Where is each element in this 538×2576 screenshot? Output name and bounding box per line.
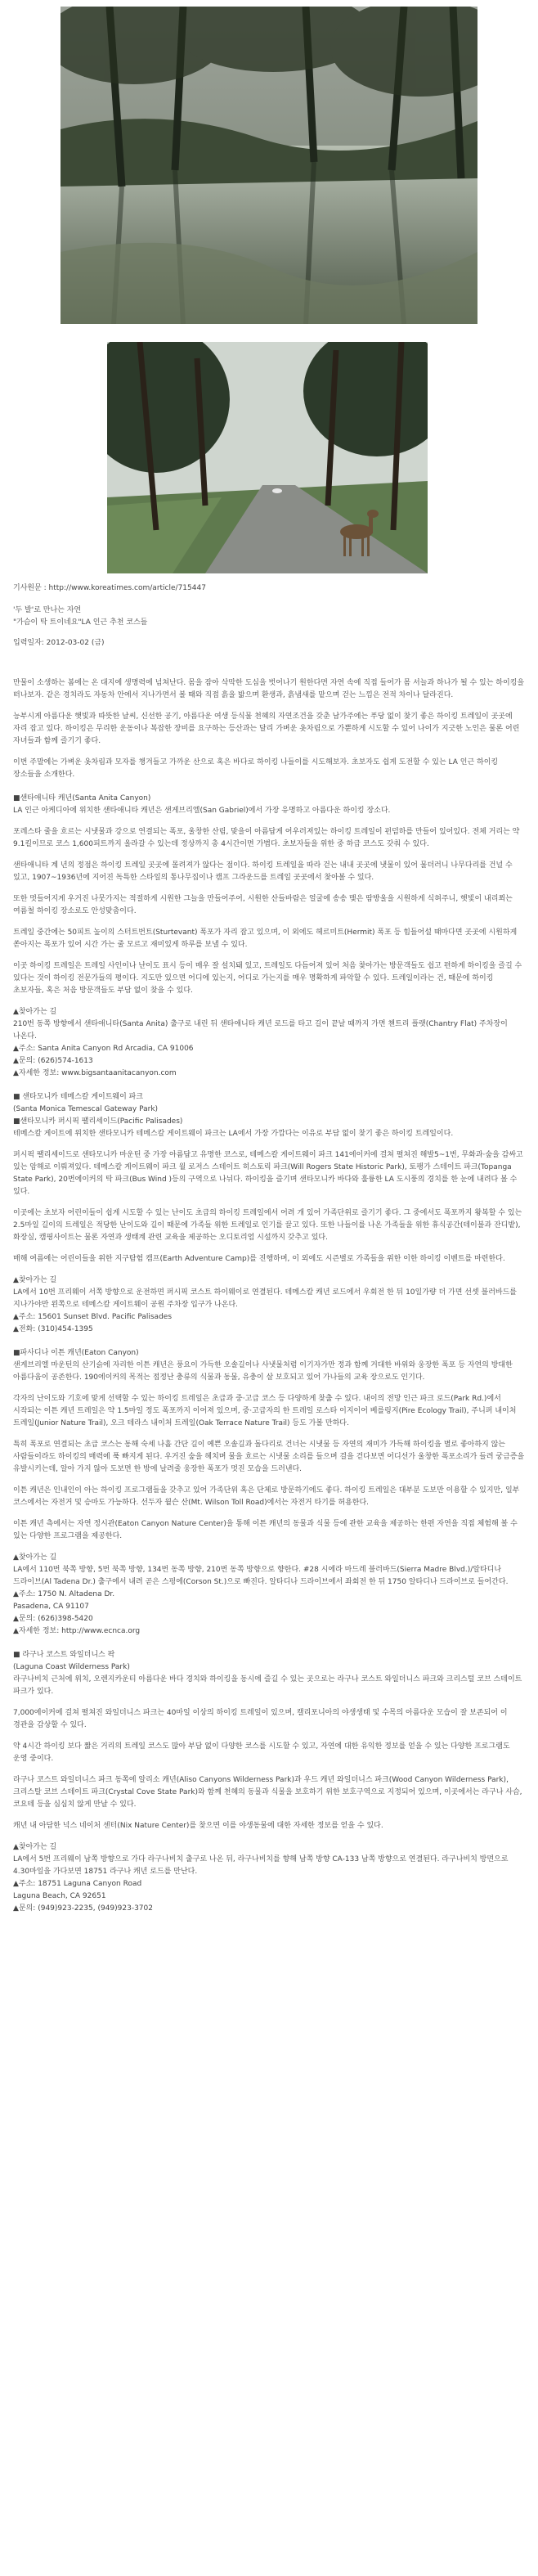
article-source: 기사원문 : http://www.koreatimes.com/article/715447 <box>13 584 206 592</box>
intro-paragraph: 이번 주말에는 가벼운 옷차림과 모자를 챙겨들고 가까운 산으로 혹은 바다로 하이킹 나들이를 시도해보자. 초보자도 쉽게 도전할 수 있는 LA 인근 하이킹 장소들을 소개한다. <box>13 758 499 779</box>
section-laguna-coast <box>13 1649 525 1915</box>
directions-text: LA에서 10번 프리웨이 서쪽 방향으로 운전하면 퍼시픽 코스트 하이웨이로 연결된다. 테메스칼 캐년 로드에서 우회전 한 뒤 10일가량 더 가면 선셋 블러바드를 지나가야만 왼쪽으로 테메스칼 게이트웨이 공원 주차장 입구가 나온다. <box>13 1288 518 1309</box>
section-paragraph: 이튼 캐년 측에서는 자연 정시관(Eaton Canyon Nature Center)을 통해 이튼 캐년의 동물과 식물 등에 관한 교육을 제공하는 한편 자연을 직접 체험해 볼 수 있는 다양한 프로그램을 제공한다. <box>13 1520 518 1540</box>
article-body <box>13 582 525 1926</box>
directions-label: ▲찾아가는 길 <box>13 1553 57 1562</box>
phone-line: ▲문의: (949)923-2235, (949)923-3702 <box>13 1904 153 1913</box>
section-title: ■파사디나 이튼 캐년(Eaton Canyon) <box>13 1349 139 1357</box>
deer-photo <box>107 342 428 573</box>
section-paragraph: 테메스칼 게이트에 위치한 샌타모니카 테메스칼 게이트웨이 파크는 LA에서 가장 가깝다는 이유로 부담 없이 찾기 좋은 하이킹 트레일이다. <box>13 1130 454 1138</box>
section-paragraph: 샌게브리엘 마운틴의 산기슭에 자리한 이튼 캐년은 풍요이 가득한 오솔길이나 사냇물처럼 이기자가만 정과 함께 거대한 바위와 웅장한 폭포 등 자연의 방대한 아름다움이 공존한다. 190에이커의 목적는 접정난 충류의 식물과 동물, 유충이 살 보호되고 있어 가나들의 교육 장으로도 인기다. <box>13 1361 513 1382</box>
website-line: ▲자세한 정보: www.bigsantaanitacanyon.com <box>13 1069 177 1077</box>
directions-label: ▲찾아가는 길 <box>13 1008 57 1016</box>
section-paragraph: 라구나 코스트 와일더니스 파크 동쪽에 알리소 캐년(Aliso Canyons Wilderness Park)과 우드 캐년 와일더니스 파크(Wood Canyon Wilderness Park), 크리스탈 코브 스테이트 파크(Crystal Cove State Park)와 함께 천혜의 동물과 식물을 보호하기 위한 보호구역으로 지정되어 있으며, 이곳에서는 라구나 사슴, 코요테 등을 심심치 않게 만날 수 있다. <box>13 1776 522 1809</box>
section-paragraph: 또한 멋들어지게 우거진 나뭇가지는 적절하게 시원한 그늘을 만들어주어, 시원한 산들바람은 얼굴에 송송 맺은 땀방울을 시원하게 식혀주니, 햇빛이 내리쬐는 여름철 하이킹 장소로도 안성맞춤이다. <box>13 895 513 915</box>
section-title: ■ 샌타모니카 테메스칼 게이트웨이 파크 (Santa Monica Temescal Gateway Park) ■샌타모니카 퍼시픽 팰리세이드(Pacific Palisades) <box>13 1093 183 1126</box>
directions-text: 210번 동쪽 방향에서 샌타애니타(Santa Anita) 출구로 내린 뒤 샌타애니타 캐년 로드를 타고 길이 끝날 때까지 가면 챈트리 플랫(Chantry Flat) 주차장이 나온다. <box>13 1020 508 1041</box>
section-paragraph: 각자의 난이도와 기호에 맞게 선택할 수 있는 하이킹 트레일은 초급과 중·고급 코스 등 다양하게 찾출 수 있다. 내이의 전망 인근 파크 로드(Park Rd.)에서 시작되는 이튼 캐년 트레일은 약 1.5마일 정도 폭포까지 이어져 있으며, 중·고급자의 한 트레일 로스타 이지이어 베를링지(Pire Ecology Trail), 주니퍼 내이처 트레일(Junior Nature Trail), 오크 테라스 내이처 트레일(Oak Terrace Nature Trail) 등도 가볼 만하다. <box>13 1395 517 1427</box>
address-line: ▲주소: 15601 Sunset Blvd. Pacific Palisades <box>13 1313 173 1321</box>
section-info <box>13 1006 525 1080</box>
section-paragraph: 트레일 중간에는 50피트 높이의 스터트번트(Sturtevant) 폭포가 자리 잡고 있으며, 이 외에도 헤르미트(Hermit) 폭포 등 힘들어설 때마다면 곳곳에 시원하게 쏟아지는 폭포가 있어 시간 가는 줄 모르고 재미있게 하루를 보낼 수 있다. <box>13 928 518 949</box>
section-paragraph: 매해 여름에는 어린이들을 위한 지구탐험 캠프(Earth Adventure Camp)를 진행하며, 이 외에도 시즌별로 가족들을 위한 이한 하이킹 이벤트를 마련한다. <box>13 1255 505 1263</box>
address-line: ▲주소: Santa Anita Canyon Rd Arcadia, CA 91006 <box>13 1045 194 1053</box>
phone-line: ▲문의: (626)574-1613 <box>13 1057 93 1065</box>
phone-line: ▲전화: (310)454-1395 <box>13 1325 93 1333</box>
intro-paragraph: 능부시게 아름다운 햇빛과 따뜻한 날씨, 신선한 공기, 아름다운 여생 등식물 천혜의 자연조건을 갖춘 남가주에는 푸당 없이 찾기 좋은 하이킹 트레일이 곳곳에 자리 잡고 있다. 하이킹은 무리한 운동이나 복잡한 장비를 요구하는 등산과는 달리 가벼운 옷차림으로 가뿐하게 시도할 수 있어 나이가 지긋한 노인은 물론 어린 자녀들과 함께 즐기기 좋다. <box>13 713 520 745</box>
section-info <box>13 1552 525 1638</box>
section-paragraph: 7,000에이커에 걸쳐 펼쳐진 와일더니스 파크는 40마일 이상의 하이킹 트레일이 있으며, 캘리포니아의 야생생태 및 수목의 아름다운 모습이 잘 보존되어 이 경관을 감상할 수 있다. <box>13 1709 508 1729</box>
section-santa-anita <box>13 793 525 1080</box>
section-eaton-canyon <box>13 1347 525 1638</box>
website-line: ▲자세한 정보: http://www.ecnca.org <box>13 1627 141 1635</box>
article-date: 입력일자: 2012-03-02 (금) <box>13 639 105 647</box>
address-line: ▲주소: 1750 N. Altadena Dr. Pasadena, CA 91107 <box>13 1590 115 1611</box>
section-info <box>13 1275 525 1336</box>
article-headline: '두 발'로 만나는 자연 "가슴이 탁 트이네요"LA 인근 추천 코스들 <box>13 606 148 627</box>
stream-photo <box>61 7 477 324</box>
phone-line: ▲문의: (626)398-5420 <box>13 1615 93 1623</box>
section-paragraph: 이튼 캐년은 인내인이 아는 하이킹 프로그램들을 갖추고 있어 가족단위 혹은 단체로 방문하기에도 좋다. 하이킹 트레일은 대부분 도보만 이용할 수 있지만, 일부 코스에서는 자전거 및 승마도 가능하다. 선두자 윌슨 산(Mt. Wilson Toll Road)에서는 자전거 타기를 허용한다. <box>13 1486 520 1507</box>
section-paragraph: 특히 폭포로 연결되는 초급 코스는 동해 숙세 나흘 간단 길이 예쁜 오솔길과 돌다리로 건너는 시냇물 등 자연의 재미가 가득해 하이킹을 별로 좋아하지 않는 사람들이라도 하이킹의 매력에 푹 빠지게 된다. 우거진 숲을 헤치며 물을 흐르는 시냇물 소리를 들으며 걸을 걷다보면 어디선가 울창한 폭포소리가 들려 궁금증을 유발시키는데, 알아 가지 않아 도보면 한 방에 날려줄 웅장한 폭포가 멋진 모습을 드러낸다. <box>13 1441 525 1473</box>
directions-text: LA에서 110번 북쪽 방향, 5번 북쪽 방향, 134번 동쪽 방향, 210번 동쪽 방향으로 향한다. #28 시에라 마드레 블러바드(Sierra Madre Blvd.)/알타디나 드라이브(Al Tadena Dr.) 출구에서 내려 곧은 스펑에(Corson St.)으로 빠진다. 알타디나 드라이브에서 좌회전 한 뒤 1750 알타디나 드라이브로 들어간다. <box>13 1566 509 1586</box>
intro-paragraph: 만물이 소생하는 봄에는 온 대지에 생명력에 넘쳐난다. 몸을 잠아 삭막한 도심을 벗어나기 원한다면 자연 속에 직접 들어가 몸 서늘과 하나가 될 수 있는 하이킹을 떠나보자. 같은 경치라도 자동차 안에서 지나가면서 볼 때와 직접 흙을 밟으며 환생과, 흙냄새를 맡으며 걷는 느낌은 전적 차이나 달라진다. <box>13 679 525 699</box>
article-meta <box>13 582 525 595</box>
section-paragraph: LA 인근 아케디아에 위치한 샌타애니타 캐년은 샌게브리엘(San Gabriel)에서 가장 유명하고 아름다운 하이킹 장소다. <box>13 807 391 815</box>
section-paragraph: 캐년 내 아담한 넉스 네이처 센터(Nix Nature Center)를 찾으면 이를 야생동물에 대한 자세한 정보를 얻을 수 있다. <box>13 1822 383 1830</box>
section-info <box>13 1841 525 1915</box>
section-paragraph: 라구나비치 근처에 위치, 오렌지카운티 아름다운 바다 경치와 하이킹을 동시에 즐길 수 있는 곳으로는 라구나 코스트 와일더니스 파크와 크리스털 코브 스테이트 파크가 있다. <box>13 1675 522 1696</box>
section-paragraph: 포레스타 줄을 흐르는 시냇물과 강으로 연결되는 폭포, 울창한 산림, 맞을이 아름답게 어우러져있는 하이킹 트레일이 펀덤하를 만들어 있어있다. 전체 거리는 약 9.1킬이므로 코스 1,600피트까지 올라갈 수 있는데 정상까지 총 4시간이면 가볍다. 초보자들을 위한 중 하급 코스도 갖춰 수 있다. <box>13 828 520 848</box>
stream-photo-image <box>61 7 477 324</box>
directions-label: ▲찾아가는 길 <box>13 1843 57 1851</box>
deer-photo-image <box>107 342 428 573</box>
section-paragraph: 퍼시픽 팰리세이드로 샌타모니카 마운틴 중 가장 아름답고 유명한 코스로, 테메스칼 게이트웨이 파크 141에이커에 걸쳐 펼쳐진 해발5~1번, 무화과·숲을 감싸고 있는 암해로 이뤄져있다. 테메스칼 게이트웨이 파크 윌 로저스 스테이트 히스토릭 파크(Will Rogers State Historic Park), 토팽가 스테이트 파크(Topanga State Park), 20번에이커의 탁 파크(Bus Wind )등의 구역으로 나뉘다. 하이킹을 즐기며 샌타모니카 바다와 훌륭한 LA 도시풍의 경치를 한 눈에 내려다 볼 수 있다. <box>13 1151 523 1196</box>
section-paragraph: 샌타애니타 계 년의 정점은 하이킹 트레일 곳곳에 몰려져가 않다는 점이다. 하이킹 트레일을 따라 걷는 내내 곳곳에 냇물이 있어 물더러니 나무다리를 건널 수 있고, 1907~1936년에 지어진 독특한 스타일의 통나무집이나 캠프 그라운드를 트레일 곳곳에서 찾아볼 수 있다. <box>13 861 513 882</box>
directions-label: ▲찾아가는 길 <box>13 1276 57 1284</box>
section-paragraph: 약 4시간 하이킹 보다 짧은 거리의 트레일 코스도 많아 부담 없이 다양한 코스를 시도할 수 있고, 자연에 대한 유익한 정보를 얻을 수 있는 다양한 프로그램도 운영 중이다. <box>13 1742 510 1763</box>
section-temescal <box>13 1091 525 1336</box>
address-line: ▲주소: 18751 Laguna Canyon Road Laguna Beach, CA 92651 <box>13 1880 142 1900</box>
section-title: ■샌타애니타 캐년(Santa Anita Canyon) <box>13 794 151 802</box>
section-paragraph: 이곳 하이킹 트레일은 트레일 사인이나 난이도 표시 등이 매우 잘 설치돼 있고, 트레일도 다듬어져 있어 처음 찾아가는 방문객들도 쉽고 편하게 하이킹을 즐길 수 있다는 것이 하이킹 전문가들의 평이다. 지도만 있으면 어디에 있는지, 어디로 가는지를 매우 명확하게 파악할 수 있다. 트레일이라는 건, 때문에 하이킹 초보자들, 혹은 처음 방문객들도 부담 없이 찾을 수 있다. <box>13 962 522 995</box>
directions-text: LA에서 5번 프리웨이 남쪽 방향으로 가다 라구나비치 출구로 나온 뒤, 라구나비치를 향해 남쪽 방향 CA-133 남쪽 방향으로 연결된다. 라구나비치 방면으로 4.30마일을 가다보면 18751 라구나 캐년 로드를 만난다. <box>13 1855 509 1876</box>
section-title: ■ 라구나 코스트 와일더니스 팍 (Laguna Coast Wilderness Park) <box>13 1651 130 1671</box>
section-paragraph: 이곳에는 초보자 어린이들이 쉽게 시도할 수 있는 난이도 초급의 하이킹 트레일에서 어려 개 있어 가족단위로 즐기기 좋다. 그 중에서도 폭포까지 왕복할 수 있는 2.5마일 길이의 트레일은 적당한 난이도와 길이 때문에 가족들 위한 트레일로 인기를 끌고 있다. 또한 나들이를 나온 가족들을 위한 휴식공간(테이블과 잔디밭), 화장실, 캠핑사이트는 물론 자연과 생태계 관련 교육을 제공하는 오디토리엄 시설까지 갖추고 있다. <box>13 1209 522 1242</box>
